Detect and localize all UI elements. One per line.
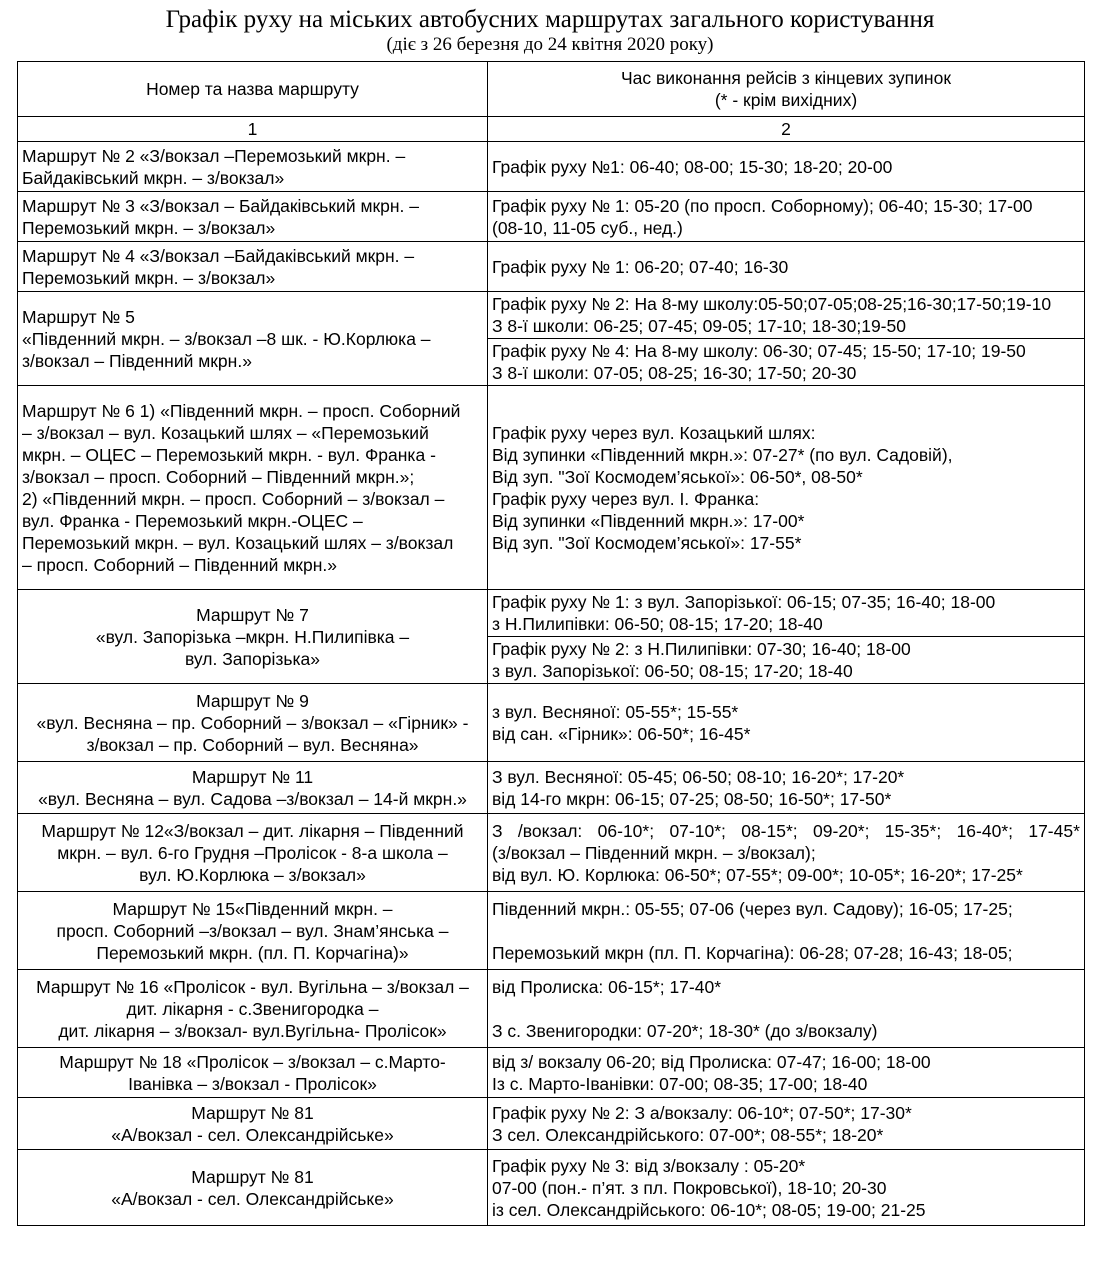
table-row <box>18 142 1085 192</box>
route-schedule-line: від з/ вокзалу 06-20; від Пролиска: 07-47; 16-00; 18-00 <box>492 1051 931 1072</box>
route-schedule-line: Графік руху № 1: з вул. Запорізької: 06-15; 07-35; 16-40; 18-00 <box>492 592 996 612</box>
table-row <box>18 970 1085 1048</box>
route-schedule-cell <box>488 339 1085 386</box>
route-name-cell <box>18 814 488 892</box>
route-schedule-line: З с. Звенигородки: 07-20*; 18-30* (до з/вокзалу) <box>492 1020 878 1041</box>
route-name-cell <box>18 192 488 242</box>
header-route-name: Номер та назва маршруту <box>18 62 488 117</box>
route-schedule-line: Від зуп. "Зої Космодем’яської»: 06-50*, 08-50* <box>492 466 863 487</box>
route-schedule-line <box>492 920 1080 942</box>
route-schedule-line <box>492 820 1080 842</box>
route-name-cell <box>18 970 488 1048</box>
route-schedule-cell <box>488 1150 1085 1226</box>
route-schedule-cell <box>488 590 1085 637</box>
route-schedule-line: З вул. Весняної: 05-45; 06-50; 08-10; 16-20*; 17-20* <box>492 766 905 787</box>
column-number-1: 1 <box>18 117 488 142</box>
route-name-line: Маршрут № 15«Південний мкрн. – <box>112 898 393 919</box>
route-schedule-line: Графік руху через вул. Козацький шлях: <box>492 422 816 443</box>
table-row <box>18 242 1085 292</box>
route-schedule-line: Графік руху № 2: З а/вокзалу: 06-10*; 07-50*; 17-30* <box>492 1102 912 1123</box>
route-name-line: Перемозький мкрн. – з/вокзал» <box>22 267 276 288</box>
table-row <box>18 292 1085 339</box>
route-schedule-line: Графік руху № 1: 05-20 (по просп. Соборному); 06-40; 15-30; 17-00 <box>492 195 1033 216</box>
route-name-line: Перемозький мкрн. – з/вокзал» <box>22 217 276 238</box>
route-schedule-line: Графік руху № 3: від з/вокзалу : 05-20* <box>492 1155 806 1176</box>
route-schedule-line: Від зупинки «Південний мкрн.»: 17-00* <box>492 510 805 531</box>
table-row <box>18 1150 1085 1226</box>
table-row <box>18 814 1085 892</box>
route-name-line: «А/вокзал - сел. Олександрійське» <box>111 1124 394 1145</box>
route-name-line: Перемозький мкрн. (пл. П. Корчагіна)» <box>96 942 409 963</box>
table-header-row <box>18 62 1085 117</box>
schedule-word: 07-10*; <box>669 820 726 841</box>
route-name-line: Маршрут № 7 <box>196 604 309 625</box>
route-schedule-line: Перемозький мкрн (пл. П. Корчагіна): 06-28; 07-28; 16-43; 18-05; <box>492 942 1013 963</box>
schedule-word: 06-10*; <box>597 820 655 841</box>
route-name-line: Маршрут № 18 «Пролісок – з/вокзал – с.Марто- <box>59 1051 446 1072</box>
route-name-cell <box>18 1048 488 1098</box>
route-schedule-line: від 14-го мкрн: 06-15; 07-25; 08-50; 16-50*; 17-50* <box>492 788 892 809</box>
route-schedule-line: Південний мкрн.: 05-55; 07-06 (через вул. Садову); 16-05; 17-25; <box>492 898 1013 919</box>
route-name-cell <box>18 590 488 684</box>
route-schedule-line: 07-00 (пон.- п’ят. з пл. Покровської), 18-10; 20-30 <box>492 1177 887 1198</box>
route-name-line: «вул. Весняна – вул. Садова –з/вокзал – 14-й мкрн.» <box>38 788 467 809</box>
route-schedule-line: (08-10, 11-05 суб., нед.) <box>492 217 683 238</box>
table-row <box>18 762 1085 814</box>
route-name-line: «вул. Весняна – пр. Соборний – з/вокзал – «Гірник» - <box>36 712 469 733</box>
route-name-line: просп. Соборний –з/вокзал – вул. Знам’янська – <box>56 920 449 941</box>
table-row <box>18 1048 1085 1098</box>
route-schedule-line: з Н.Пилипівки: 06-50; 08-15; 17-20; 18-40 <box>492 614 823 634</box>
route-name-line: з/вокзал – просп. Соборний – Південний мкрн.»; <box>22 466 415 487</box>
schedule-word: /вокзал: <box>517 820 583 841</box>
route-schedule-cell <box>488 192 1085 242</box>
route-name-line: Маршрут № 16 «Пролісок - вул. Вугільна – з/вокзал – <box>36 976 469 997</box>
route-name-line: Маршрут № 4 «З/вокзал –Байдаківський мкрн. – <box>22 245 415 266</box>
route-schedule-cell <box>488 142 1085 192</box>
route-name-line: мкрн. – вул. 6-го Грудня –Пролісок - 8-а школа – <box>57 842 448 863</box>
route-name-line: вул. Запорізька» <box>185 648 320 669</box>
route-schedule-line: від сан. «Гірник»: 06-50*; 16-45* <box>492 723 751 744</box>
table-row <box>18 1098 1085 1150</box>
route-schedule-line: Від зупинки «Південний мкрн.»: 07-27* (по вул. Садовій), <box>492 444 953 465</box>
document-subtitle: (діє з 26 березня до 24 квітня 2020 року) <box>386 34 714 55</box>
route-name-cell <box>18 892 488 970</box>
schedule-word: 08-15*; <box>741 820 798 841</box>
route-schedule-cell <box>488 684 1085 762</box>
route-schedule-cell <box>488 814 1085 892</box>
route-name-line: Маршрут № 3 «З/вокзал – Байдаківський мкрн. – <box>22 195 420 216</box>
route-name-line: мкрн. – ОЦЕС – Перемозький мкрн. - вул. Франка - <box>22 444 436 465</box>
route-schedule-line: Графік руху № 1: 06-20; 07-40; 16-30 <box>492 256 789 277</box>
route-name-line: «А/вокзал - сел. Олександрійське» <box>111 1188 394 1209</box>
route-name-line: з/вокзал – пр. Соборний – вул. Весняна» <box>86 734 419 755</box>
route-name-line: – просп. Соборний – Південний мкрн.» <box>22 554 337 575</box>
route-name-line: з/вокзал – Південний мкрн.» <box>22 350 252 371</box>
route-name-line: Маршрут № 12«З/вокзал – дит. лікарня – Південний <box>41 820 464 841</box>
route-schedule-cell <box>488 386 1085 590</box>
route-name-line: «вул. Запорізька –мкрн. Н.Пилипівка – <box>95 626 410 647</box>
route-schedule-line: Від зуп. "Зої Космодем’яської»: 17-55* <box>492 532 802 553</box>
route-schedule-line: З 8-ї школи: 06-25; 07-45; 09-05; 17-10; 18-30;19-50 <box>492 316 906 336</box>
schedule-table <box>17 61 1085 1226</box>
table-row <box>18 192 1085 242</box>
table-row <box>18 590 1085 637</box>
route-schedule-line: з вул. Запорізької: 06-50; 08-15; 17-20; 18-40 <box>492 661 853 681</box>
route-schedule-line: Графік руху № 2: з Н.Пилипівки: 07-30; 16-40; 18-00 <box>492 639 911 659</box>
route-schedule-line: Графік руху № 4: На 8-му школу: 06-30; 07-45; 15-50; 17-10; 19-50 <box>492 341 1026 361</box>
route-schedule-cell <box>488 242 1085 292</box>
route-name-line: Іванівка – з/вокзал - Пролісок» <box>128 1073 377 1094</box>
route-schedule-line: Графік руху №1: 06-40; 08-00; 15-30; 18-20; 20-00 <box>492 156 893 177</box>
route-name-line: 2) «Південний мкрн. – просп. Соборний – з/вокзал – <box>22 488 445 509</box>
route-schedule-line: (з/вокзал – Південний мкрн. – з/вокзал); <box>492 842 816 863</box>
route-name-cell <box>18 762 488 814</box>
route-schedule-line: з вул. Весняної: 05-55*; 15-55* <box>492 701 739 722</box>
route-name-line: Маршрут № 11 <box>191 766 314 787</box>
route-name-line: Маршрут № 81 <box>191 1102 314 1123</box>
route-name-cell <box>18 242 488 292</box>
schedule-word: 15-35*; <box>884 820 942 841</box>
route-schedule-cell <box>488 292 1085 339</box>
schedule-word: 17-45* <box>1028 820 1080 841</box>
table-column-numbers <box>18 117 1085 142</box>
route-name-line: дит. лікарня - с.Звенигородка – <box>126 998 379 1019</box>
route-name-line: вул. Франка - Перемозький мкрн.-ОЦЕС – <box>22 510 363 531</box>
route-name-line: Перемозький мкрн. – вул. Козацький шлях – з/вокзал <box>22 532 454 553</box>
route-schedule-line: Графік руху через вул. І. Франка: <box>492 488 760 509</box>
route-schedule-cell <box>488 1048 1085 1098</box>
route-schedule-line: від Пролиска: 06-15*; 17-40* <box>492 976 722 997</box>
route-schedule-cell <box>488 762 1085 814</box>
route-schedule-cell <box>488 1098 1085 1150</box>
route-schedule-cell <box>488 637 1085 684</box>
route-name-line: Байдаківський мкрн. – з/вокзал» <box>22 167 285 188</box>
route-name-line: – з/вокзал – вул. Козацький шлях – «Перемозький <box>22 422 429 443</box>
route-name-cell <box>18 1098 488 1150</box>
route-schedule-line: Графік руху № 2: На 8-му школу:05-50;07-05;08-25;16-30;17-50;19-10 <box>492 294 1052 314</box>
header-departure-times: Час виконання рейсів з кінцевих зупинок (* - крім вихідних) <box>488 62 1085 117</box>
route-name-cell <box>18 386 488 590</box>
route-schedule-line: З 8-ї школи: 07-05; 08-25; 16-30; 17-50; 20-30 <box>492 363 857 383</box>
schedule-word: 09-20*; <box>813 820 870 841</box>
route-name-cell <box>18 142 488 192</box>
route-name-line: дит. лікарня – з/вокзал- вул.Вугільна- Пролісок» <box>58 1020 447 1041</box>
route-schedule-line: Із с. Марто-Іванівки: 07-00; 08-35; 17-00; 18-40 <box>492 1073 868 1094</box>
route-name-line: Маршрут № 9 <box>196 690 309 711</box>
route-name-line: Маршрут № 6 1) «Південний мкрн. – просп. Соборний <box>22 400 461 421</box>
route-name-line: Маршрут № 5 <box>22 306 135 327</box>
route-schedule-cell <box>488 892 1085 970</box>
route-name-line: «Південний мкрн. – з/вокзал –8 шк. - Ю.Корлюка – <box>22 328 431 349</box>
route-schedule-cell <box>488 970 1085 1048</box>
table-row <box>18 684 1085 762</box>
route-name-cell <box>18 684 488 762</box>
table-row <box>18 386 1085 590</box>
route-name-line: Маршрут № 2 «З/вокзал –Перемозький мкрн. – <box>22 145 406 166</box>
route-schedule-line: від вул. Ю. Корлюка: 06-50*; 07-55*; 09-00*; 10-05*; 16-20*; 17-25* <box>492 864 1023 885</box>
route-name-cell <box>18 292 488 386</box>
route-name-line: Маршрут № 81 <box>191 1166 314 1187</box>
route-schedule-line <box>492 998 1080 1020</box>
schedule-word: 16-40*; <box>956 820 1013 841</box>
route-name-cell <box>18 1150 488 1226</box>
route-schedule-line: із сел. Олександрійського: 06-10*; 08-05; 19-00; 21-25 <box>492 1199 926 1220</box>
route-schedule-line: З сел. Олександрійського: 07-00*; 08-55*; 18-20* <box>492 1124 884 1145</box>
column-number-2: 2 <box>488 117 1085 142</box>
document-title: Графік руху на міських автобусних маршрутах загального користування <box>165 6 935 33</box>
table-row <box>18 892 1085 970</box>
schedule-word: З <box>492 820 503 841</box>
route-name-line: вул. Ю.Корлюка – з/вокзал» <box>139 864 366 885</box>
